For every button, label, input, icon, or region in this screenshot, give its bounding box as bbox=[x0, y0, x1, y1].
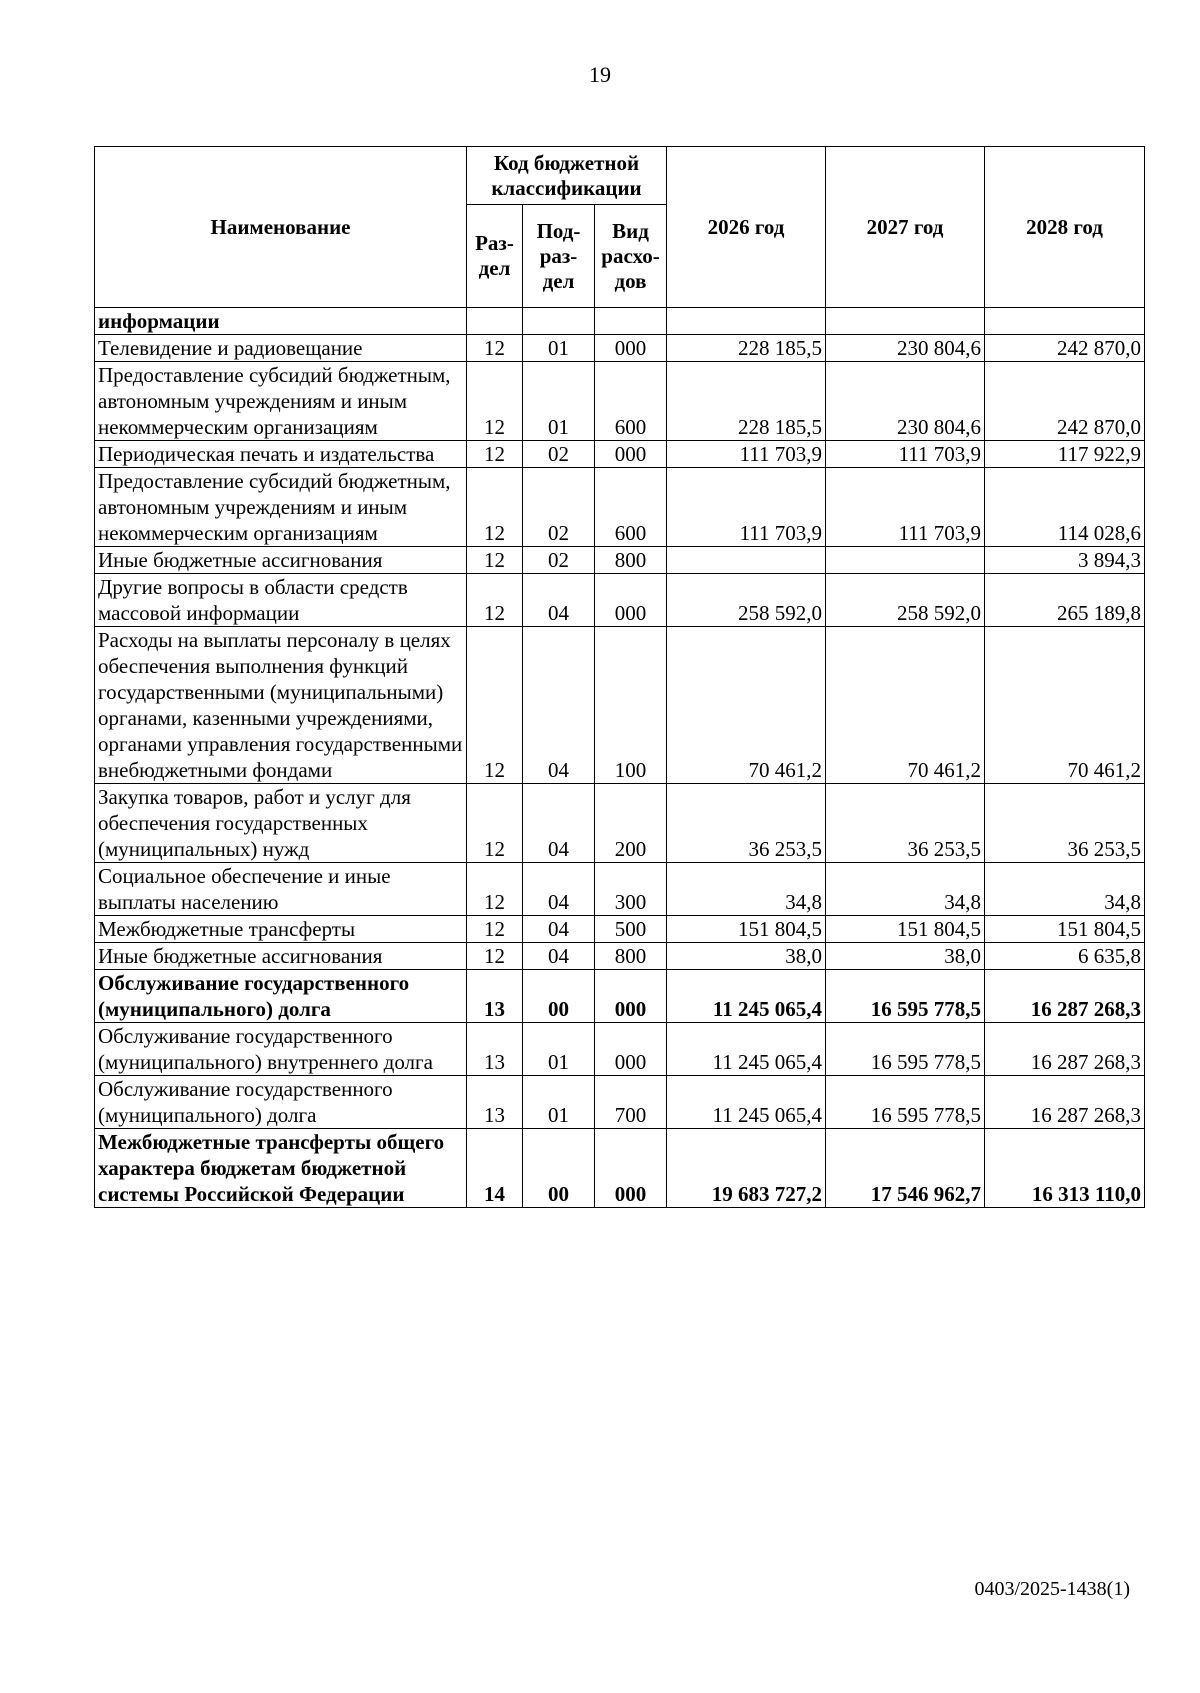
row-razdel: 13 bbox=[467, 1023, 523, 1076]
row-razdel: 12 bbox=[467, 574, 523, 627]
row-value-2028: 6 635,8 bbox=[985, 943, 1145, 970]
row-razdel: 12 bbox=[467, 784, 523, 863]
row-value-2026: 228 185,5 bbox=[667, 362, 826, 441]
row-podrazdel: 01 bbox=[523, 1076, 595, 1129]
row-razdel bbox=[467, 308, 523, 335]
row-value-2027: 36 253,5 bbox=[826, 784, 985, 863]
row-value-2028: 16 287 268,3 bbox=[985, 1023, 1145, 1076]
row-podrazdel: 04 bbox=[523, 943, 595, 970]
row-value-2027: 230 804,6 bbox=[826, 362, 985, 441]
row-name: Социальное обеспечение и иные выплаты населению bbox=[95, 863, 467, 916]
row-vid: 000 bbox=[595, 574, 667, 627]
row-name: Телевидение и радиовещание bbox=[95, 335, 467, 362]
header-2027: 2027 год bbox=[826, 147, 985, 308]
row-value-2027: 111 703,9 bbox=[826, 468, 985, 547]
row-value-2027: 16 595 778,5 bbox=[826, 1076, 985, 1129]
table-row bbox=[95, 335, 1145, 362]
row-value-2028: 36 253,5 bbox=[985, 784, 1145, 863]
row-name: Периодическая печать и издательства bbox=[95, 441, 467, 468]
header-2028: 2028 год bbox=[985, 147, 1145, 308]
row-razdel: 12 bbox=[467, 863, 523, 916]
row-podrazdel: 04 bbox=[523, 863, 595, 916]
row-razdel: 12 bbox=[467, 547, 523, 574]
row-podrazdel: 01 bbox=[523, 335, 595, 362]
table-row bbox=[95, 362, 1145, 441]
row-vid: 000 bbox=[595, 335, 667, 362]
table-row bbox=[95, 1023, 1145, 1076]
row-podrazdel: 02 bbox=[523, 468, 595, 547]
table-body bbox=[95, 308, 1145, 1208]
table-row bbox=[95, 627, 1145, 784]
page-number: 19 bbox=[589, 62, 611, 87]
row-name: Предоставление субсидий бюджетным, автономным учреждениям и иным некоммерческим организациям bbox=[95, 468, 467, 547]
row-podrazdel: 01 bbox=[523, 1023, 595, 1076]
row-value-2028: 70 461,2 bbox=[985, 627, 1145, 784]
row-value-2027: 258 592,0 bbox=[826, 574, 985, 627]
row-podrazdel: 01 bbox=[523, 362, 595, 441]
table-row bbox=[95, 308, 1145, 335]
row-value-2028: 242 870,0 bbox=[985, 362, 1145, 441]
row-value-2028: 34,8 bbox=[985, 863, 1145, 916]
row-value-2026: 11 245 065,4 bbox=[667, 1023, 826, 1076]
row-value-2026: 36 253,5 bbox=[667, 784, 826, 863]
row-razdel: 13 bbox=[467, 1076, 523, 1129]
row-value-2026: 19 683 727,2 bbox=[667, 1129, 826, 1208]
row-name: Обслуживание государственного (муниципального) внутреннего долга bbox=[95, 1023, 467, 1076]
table-row bbox=[95, 784, 1145, 863]
row-value-2027 bbox=[826, 547, 985, 574]
header-razdel: Раз-дел bbox=[467, 205, 523, 308]
row-podrazdel: 04 bbox=[523, 916, 595, 943]
row-value-2026 bbox=[667, 547, 826, 574]
row-value-2026: 151 804,5 bbox=[667, 916, 826, 943]
row-value-2028: 117 922,9 bbox=[985, 441, 1145, 468]
row-value-2026 bbox=[667, 308, 826, 335]
row-value-2027: 70 461,2 bbox=[826, 627, 985, 784]
row-vid: 500 bbox=[595, 916, 667, 943]
row-vid: 700 bbox=[595, 1076, 667, 1129]
row-value-2027: 34,8 bbox=[826, 863, 985, 916]
row-podrazdel: 04 bbox=[523, 784, 595, 863]
row-value-2028: 114 028,6 bbox=[985, 468, 1145, 547]
row-vid: 000 bbox=[595, 1023, 667, 1076]
row-vid: 300 bbox=[595, 863, 667, 916]
row-vid: 000 bbox=[595, 441, 667, 468]
row-vid: 600 bbox=[595, 468, 667, 547]
row-podrazdel: 00 bbox=[523, 970, 595, 1023]
row-value-2027: 17 546 962,7 bbox=[826, 1129, 985, 1208]
header-2026: 2026 год bbox=[667, 147, 826, 308]
row-value-2027: 230 804,6 bbox=[826, 335, 985, 362]
row-podrazdel: 02 bbox=[523, 441, 595, 468]
row-vid bbox=[595, 308, 667, 335]
row-value-2027: 38,0 bbox=[826, 943, 985, 970]
row-name: Другие вопросы в области средств массовой информации bbox=[95, 574, 467, 627]
row-vid: 000 bbox=[595, 1129, 667, 1208]
table-row bbox=[95, 916, 1145, 943]
table-row bbox=[95, 547, 1145, 574]
row-value-2026: 258 592,0 bbox=[667, 574, 826, 627]
row-vid: 200 bbox=[595, 784, 667, 863]
row-value-2026: 34,8 bbox=[667, 863, 826, 916]
row-vid: 600 bbox=[595, 362, 667, 441]
table-header bbox=[95, 147, 1145, 308]
table-row bbox=[95, 863, 1145, 916]
row-razdel: 12 bbox=[467, 441, 523, 468]
row-vid: 000 bbox=[595, 970, 667, 1023]
header-podrazdel: Под-раз-дел bbox=[523, 205, 595, 308]
row-value-2028 bbox=[985, 308, 1145, 335]
row-value-2026: 70 461,2 bbox=[667, 627, 826, 784]
row-razdel: 12 bbox=[467, 627, 523, 784]
row-razdel: 13 bbox=[467, 970, 523, 1023]
row-podrazdel bbox=[523, 308, 595, 335]
table-row bbox=[95, 1076, 1145, 1129]
table-row bbox=[95, 468, 1145, 547]
row-razdel: 12 bbox=[467, 335, 523, 362]
row-value-2028: 16 313 110,0 bbox=[985, 1129, 1145, 1208]
row-value-2028: 3 894,3 bbox=[985, 547, 1145, 574]
header-name: Наименование bbox=[95, 147, 467, 308]
row-razdel: 12 bbox=[467, 943, 523, 970]
row-razdel: 12 bbox=[467, 468, 523, 547]
row-value-2028: 265 189,8 bbox=[985, 574, 1145, 627]
header-vid: Вид расхо-дов bbox=[595, 205, 667, 308]
row-value-2027: 151 804,5 bbox=[826, 916, 985, 943]
row-vid: 100 bbox=[595, 627, 667, 784]
row-vid: 800 bbox=[595, 547, 667, 574]
document-code: 0403/2025-1438(1) bbox=[974, 1578, 1130, 1600]
row-name: Закупка товаров, работ и услуг для обеспечения государственных (муниципальных) нужд bbox=[95, 784, 467, 863]
table-row bbox=[95, 943, 1145, 970]
row-name: Иные бюджетные ассигнования bbox=[95, 547, 467, 574]
row-name: Обслуживание государственного (муниципального) долга bbox=[95, 970, 467, 1023]
row-name: Иные бюджетные ассигнования bbox=[95, 943, 467, 970]
row-value-2028: 16 287 268,3 bbox=[985, 970, 1145, 1023]
row-podrazdel: 04 bbox=[523, 574, 595, 627]
row-podrazdel: 00 bbox=[523, 1129, 595, 1208]
header-classification-group: Код бюджетной классификации bbox=[467, 147, 667, 205]
row-value-2026: 111 703,9 bbox=[667, 468, 826, 547]
row-razdel: 12 bbox=[467, 916, 523, 943]
row-value-2027 bbox=[826, 308, 985, 335]
row-value-2026: 11 245 065,4 bbox=[667, 970, 826, 1023]
table-row bbox=[95, 1129, 1145, 1208]
row-value-2027: 111 703,9 bbox=[826, 441, 985, 468]
row-name: информации bbox=[95, 308, 467, 335]
row-value-2028: 16 287 268,3 bbox=[985, 1076, 1145, 1129]
row-podrazdel: 04 bbox=[523, 627, 595, 784]
table-row bbox=[95, 574, 1145, 627]
row-value-2026: 38,0 bbox=[667, 943, 826, 970]
row-name: Межбюджетные трансферты общего характера бюджетам бюджетной системы Российской Федерации bbox=[95, 1129, 467, 1208]
row-vid: 800 bbox=[595, 943, 667, 970]
row-value-2028: 242 870,0 bbox=[985, 335, 1145, 362]
row-value-2027: 16 595 778,5 bbox=[826, 970, 985, 1023]
row-razdel: 14 bbox=[467, 1129, 523, 1208]
row-value-2027: 16 595 778,5 bbox=[826, 1023, 985, 1076]
row-name: Межбюджетные трансферты bbox=[95, 916, 467, 943]
row-name: Расходы на выплаты персоналу в целях обеспечения выполнения функций государственными (муниципальными) органами, казенными учреждениями, органами управления государственными внебюджетными фондами bbox=[95, 627, 467, 784]
budget-table bbox=[94, 146, 1145, 1208]
table-row bbox=[95, 441, 1145, 468]
row-value-2026: 11 245 065,4 bbox=[667, 1076, 826, 1129]
row-value-2026: 228 185,5 bbox=[667, 335, 826, 362]
row-name: Обслуживание государственного (муниципального) долга bbox=[95, 1076, 467, 1129]
row-podrazdel: 02 bbox=[523, 547, 595, 574]
row-name: Предоставление субсидий бюджетным, автономным учреждениям и иным некоммерческим организациям bbox=[95, 362, 467, 441]
row-razdel: 12 bbox=[467, 362, 523, 441]
row-value-2028: 151 804,5 bbox=[985, 916, 1145, 943]
table-row bbox=[95, 970, 1145, 1023]
row-value-2026: 111 703,9 bbox=[667, 441, 826, 468]
